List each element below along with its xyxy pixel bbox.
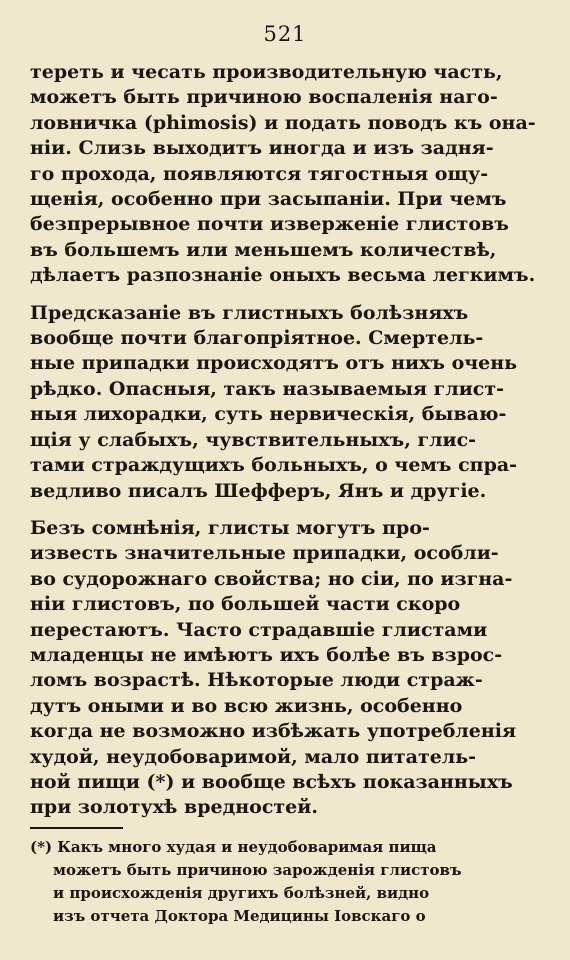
text-line: известь значительные припадки, особли-	[30, 542, 499, 565]
text-line: тереть и чесать производительную часть,	[30, 61, 503, 83]
footnote-line: изъ отчета Доктора Медицины Іовскаго о	[53, 907, 426, 925]
paragraph-prognosis	[30, 301, 525, 504]
text-line: дутъ оными и во всю жизнь, особенно	[30, 694, 463, 717]
text-line: ніи глистовъ, по большей части скоро	[30, 593, 461, 616]
paragraph-complications	[30, 516, 525, 821]
text-line: дѣлаетъ разпознаніе оныхъ весьма легкимъ.	[30, 264, 536, 287]
text-line: го прохода, появляются тягостныя ощу-	[30, 162, 489, 185]
footnote-line: можетъ быть причиною зарожденія глистовъ	[53, 861, 462, 879]
text-line: когда не возможно избѣжать употребленія	[30, 720, 517, 743]
text-line: при золотухѣ вредностей.	[30, 796, 318, 819]
text-line: ные припадки происходятъ отъ нихъ очень	[30, 352, 518, 375]
footnote-divider	[30, 827, 123, 829]
text-line: рѣдко. Опасныя, такъ называемыя глист-	[30, 377, 505, 400]
text-line: Безъ сомнѣнія, глисты могутъ про-	[30, 516, 430, 539]
text-line: худой, неудобоваримой, мало питатель-	[30, 745, 476, 768]
footnote	[30, 836, 530, 928]
text-line: щія у слабыхъ, чувствительныхъ, глис-	[30, 428, 477, 451]
text-line: во судорожнаго свойства; но сіи, по изгна-	[30, 567, 513, 590]
text-line: ведливо писалъ Шефферъ, Янъ и другіе.	[30, 479, 487, 502]
page-number: 521	[263, 22, 307, 46]
text-line: ломъ возрастѣ. Нѣкоторые люди страж-	[30, 669, 483, 692]
text-line: въ большемъ или меньшемъ количествѣ,	[30, 238, 497, 261]
text-line: младенцы не имѣютъ ихъ болѣе въ взрос-	[30, 643, 503, 666]
body-text	[30, 60, 536, 821]
footnote-line: (*) Какъ много худая и неудобоваримая пища	[30, 838, 437, 856]
text-line: вообще почти благопріятное. Смертель-	[30, 327, 484, 350]
text-line: безпрерывное почти изверженіе глистовъ	[30, 213, 509, 236]
text-line: ловничка (phimosis) и подать поводъ къ она-	[30, 111, 536, 134]
text-line: можетъ быть причиною воспаленія наго-	[30, 86, 498, 109]
paragraph-symptoms	[30, 60, 536, 289]
text-line: перестаютъ. Часто страдавшіе глистами	[30, 618, 488, 641]
text-line: тами страждущихъ больныхъ, о чемъ спра-	[30, 454, 518, 477]
text-line: ныя лихорадки, суть нервическія, бываю-	[30, 403, 507, 426]
text-line: ніи. Слизь выходитъ иногда и изъ задня-	[30, 137, 494, 160]
text-line: Предсказаніе въ глистныхъ болѣзняхъ	[30, 301, 469, 324]
text-line: щенія, особенно при засыпаніи. При чемъ	[30, 188, 507, 211]
footnote-line: и происхожденія другихъ болѣзней, видно	[53, 884, 430, 902]
text-line: ной пищи (*) и вообще всѣхъ показанныхъ	[30, 770, 513, 793]
